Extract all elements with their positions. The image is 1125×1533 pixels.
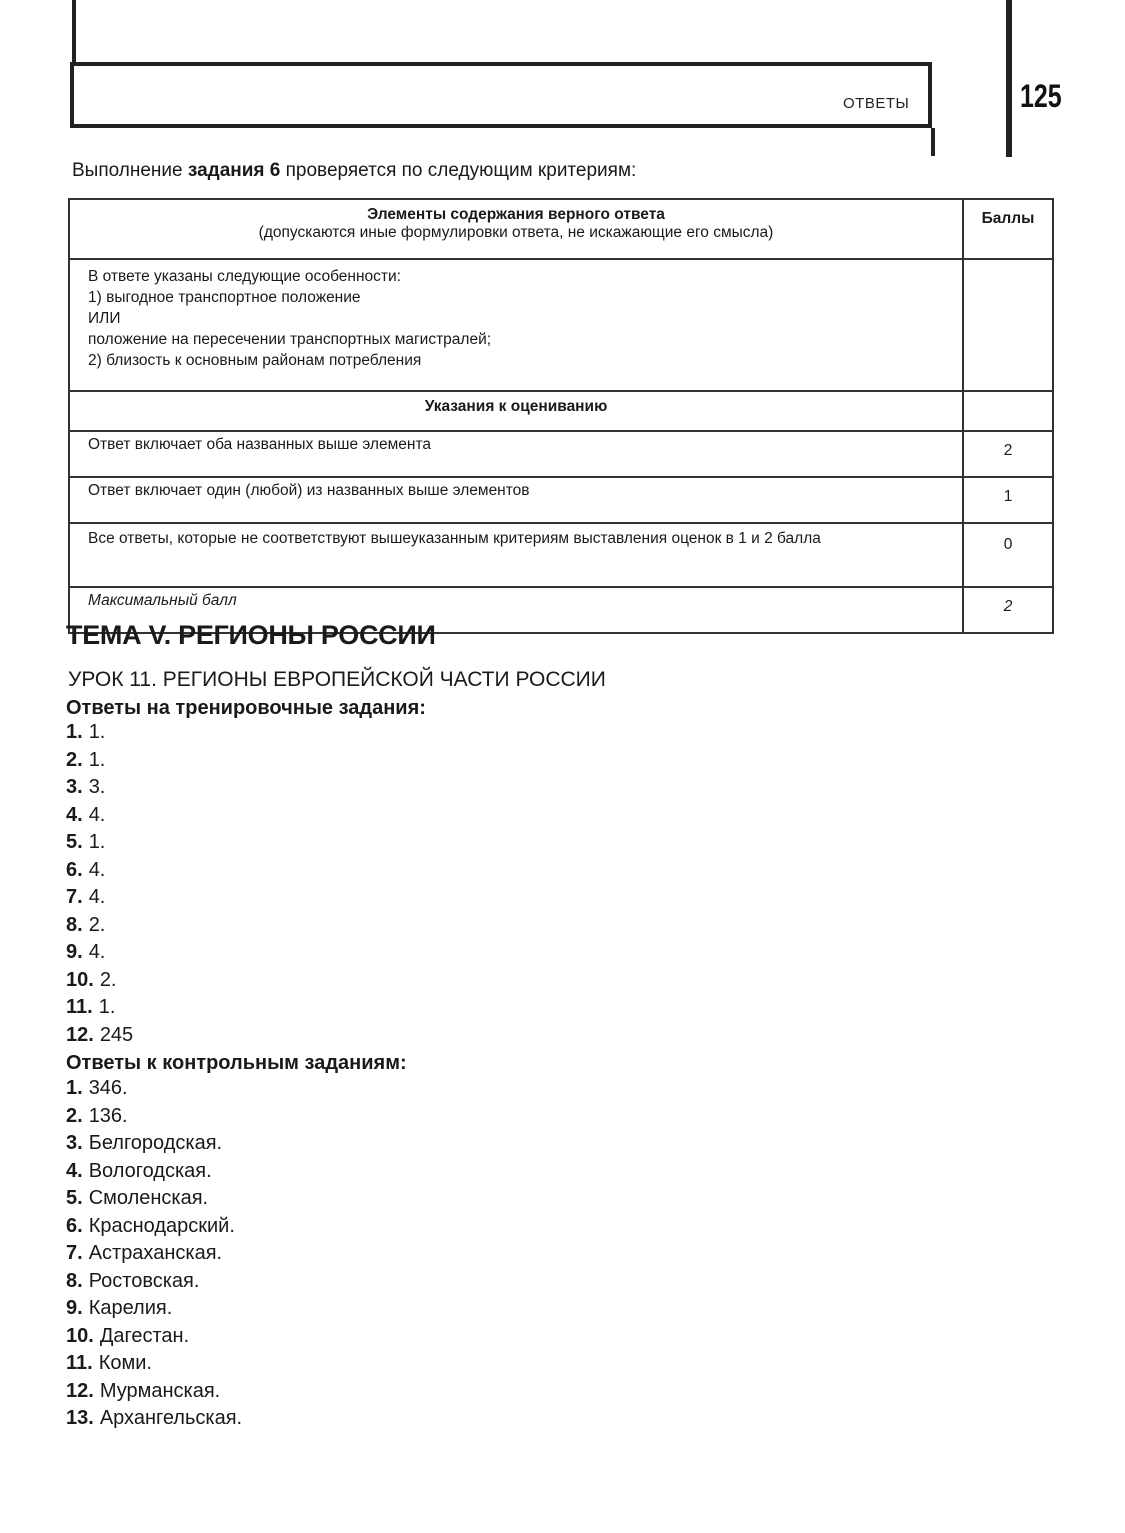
list-item: 8. 2. [66, 913, 106, 936]
list-item: 9. 4. [66, 941, 106, 963]
list-item: 6. 4. [66, 858, 106, 881]
guidance-header: Указания к оцениванию [69, 391, 963, 431]
max-score-value: 2 [963, 587, 1053, 633]
control-answers-heading: Ответы к контрольным заданиям: [66, 1052, 407, 1074]
row-text: Все ответы, которые не соответствуют вышеуказанным критериям выставления оценок в 1 и 2 балла [69, 523, 963, 587]
list-item: 5. Смоленская. [66, 1187, 209, 1209]
running-header: ОТВЕТЫ [843, 95, 910, 112]
table-row [69, 477, 1053, 523]
guidance-header-row [69, 391, 1053, 431]
header-frame-line [72, 0, 76, 62]
training-answers-list [66, 719, 133, 1049]
row-text: Ответ включает оба названных выше элемента [69, 431, 963, 477]
training-answers-heading: Ответы на тренировочные задания: [66, 697, 426, 719]
table-row [69, 523, 1053, 587]
row-points: 1 [963, 477, 1053, 523]
page-number: 125 [1020, 78, 1062, 114]
list-item: 2. 1. [66, 748, 106, 771]
column-header-points: Баллы [963, 199, 1053, 259]
list-item: 12. Мурманская. [66, 1379, 221, 1402]
column-header-elements: Элементы содержания верного ответа (допускаются иные формулировки ответа, не искажающие его смысла) [69, 199, 963, 259]
row-text: Ответ включает один (любой) из названных выше элементов [69, 477, 963, 523]
list-item: 9. Карелия. [66, 1297, 173, 1319]
list-item: 4. Вологодская. [66, 1159, 212, 1182]
control-answers-list [66, 1075, 242, 1433]
list-item: 10. 2. [66, 968, 117, 991]
page-number-bar [1006, 0, 1012, 157]
lesson-title: УРОК 11. РЕГИОНЫ ЕВРОПЕЙСКОЙ ЧАСТИ РОССИИ [68, 668, 606, 691]
answer-content-row [69, 259, 1053, 391]
list-item: 6. Краснодарский. [66, 1214, 235, 1237]
list-item: 11. Коми. [66, 1352, 152, 1374]
list-item: 4. 4. [66, 803, 106, 826]
list-item: 3. Белгородская. [66, 1132, 223, 1154]
header-frame-tick [931, 128, 935, 156]
list-item: 11. 1. [66, 996, 116, 1018]
row-points: 0 [963, 523, 1053, 587]
answer-content-points [963, 259, 1053, 391]
list-item: 13. Архангельская. [66, 1407, 243, 1429]
answer-content: В ответе указаны следующие особенности: 1) выгодное транспортное положение ИЛИ положение на пересечении транспортных магистралей; 2) близость к основным районам потребления [69, 259, 963, 391]
list-item: 1. 1. [66, 721, 106, 743]
header-frame [70, 62, 932, 128]
list-item: 12. 245 [66, 1023, 134, 1046]
criteria-table [68, 198, 1054, 634]
row-points: 2 [963, 431, 1053, 477]
table-row [69, 431, 1053, 477]
list-item: 5. 1. [66, 831, 106, 853]
list-item: 8. Ростовская. [66, 1269, 200, 1292]
intro-text: Выполнение задания 6 проверяется по следующим критериям: [72, 160, 637, 181]
list-item: 3. 3. [66, 776, 106, 798]
table-header-row [69, 199, 1053, 259]
list-item: 1. 346. [66, 1077, 128, 1099]
list-item: 10. Дагестан. [66, 1324, 190, 1347]
list-item: 2. 136. [66, 1104, 128, 1127]
list-item: 7. Астраханская. [66, 1242, 223, 1264]
max-score-label: Максимальный балл [69, 587, 963, 633]
topic-title: ТЕМА V. РЕГИОНЫ РОССИИ [66, 620, 436, 650]
list-item: 7. 4. [66, 886, 106, 908]
